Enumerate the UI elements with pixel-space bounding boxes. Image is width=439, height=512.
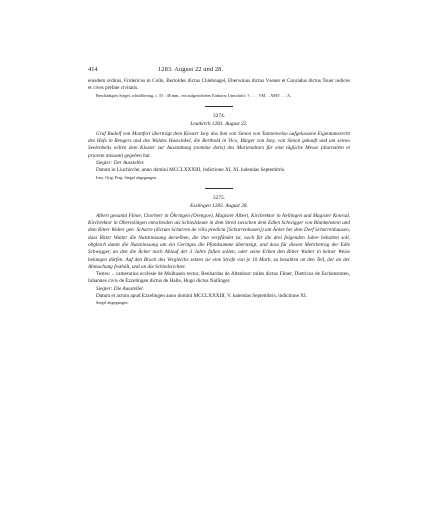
document-number: 3274.	[212, 112, 226, 119]
document-3274	[88, 113, 350, 181]
document-summary: Graf Rudolf von Montfort überträgt dem Kloster Isny das ihm von Simon von Tannenvelso aufgelassene Eigentumsrecht des Hofs in Rengers und des Waldes Huswinkel, die Berthold in Vico, Bürger von Isny, von Simon gekauft und um seines Seelenheils willen dem Kloster zur Ausstattung (nomine dotis) des Marienaltars für eine tägliche Messe (diurnalem et priorem missam) gegeben hat.	[88, 130, 350, 159]
document-archive-note: Siegel abgegangen.	[96, 300, 129, 306]
document-summary: Albert genannt Fliner, Chorherr in Öhringen (Orengoe), Magister Albert, Kirchrektor in Nellingen und Magister Konrad, Kirchrektor in Obereslingen entscheiden als Schiedsleute in dem Streit zwischen dem Edlen Schwigger von Blankenstein und dem Ritter Walter gen. Scharre (dictum Scharren de villa predicta [Scharrenhusen]) um Äcker bei dem Dorf Scharrenhausen, dass Ritter Walter die Nutzniessung derselben, die ihm verpfändet ist, noch für die drei folgenden Jahre behalten soll, obgleich damit die Nutzniessung um ein Geringes die Pfandsumme übersteigt, und dass für diesen Mehrbetrag der Edle Schwigger, an den die Äcker nach Ablauf der 3 Jahre fallen sollen, oder seine Erben den Ritter Walter in keiner Weise belangen dürfen. Auf den Bruch des Vergleichs setzen sie eine Strafe von je 10 Mark, zu bezahlen an den Teil, der an der Abmachung festhält, und an die Schiedsrichter.	[88, 212, 350, 270]
document-archive-note: Isny. Orig. Perg. Siegel abgegangen.	[96, 174, 158, 180]
header-title: 1283. August 22 und 28.	[158, 66, 224, 73]
document-datum: Datum et actum apud Ezzelingen anno domini MCCLXXXIII, V. kalendas Septembris, indictione XI.	[96, 293, 308, 300]
document-3275	[88, 195, 350, 307]
document-sealer: Siegler: Die Aussteller.	[96, 285, 144, 292]
section-divider	[205, 188, 233, 189]
document-sealer: Siegler: Der Aussteller.	[96, 159, 145, 166]
running-header	[88, 66, 350, 78]
section-divider	[205, 106, 233, 107]
document-number: 3275.	[212, 194, 226, 201]
document-datum: Datum in Liuchirche, anno domini MCCLXXXIII, indictione XI, XI. kalendas Septembris.	[96, 167, 286, 174]
document-page	[88, 66, 350, 307]
intro-text: eiusdem ordinis, Fridericus in Colle, Bertoldes dictus Chlebnagel, Eberwinus dictus Vsener et Conradus dictus Tsuer iudices et cives prefate civitatis.	[88, 78, 350, 92]
document-place-date: Leutkirch 1283. August 22.	[190, 120, 248, 127]
page-number: 414	[88, 66, 98, 73]
intro-seal-note: Beschädigtes Siegel, schildförmig, c. 55 : 48 mm., ein aufgerichtetes Einhorn; Umschrift: † . . . . VM . . AMV . . . A.	[96, 92, 292, 98]
document-place-date: Esslingen 1283. August 28.	[190, 202, 248, 209]
document-testes: Testes: .. camerarius ecclesie de Mulhusen rector, Renhardus de Altenburc miles dictus Fliner, Dietricus de Eschenstoten, Iohannes civis de Ezzelingen dictus de Halle, Hugo dictus Nallinger.	[88, 271, 350, 285]
